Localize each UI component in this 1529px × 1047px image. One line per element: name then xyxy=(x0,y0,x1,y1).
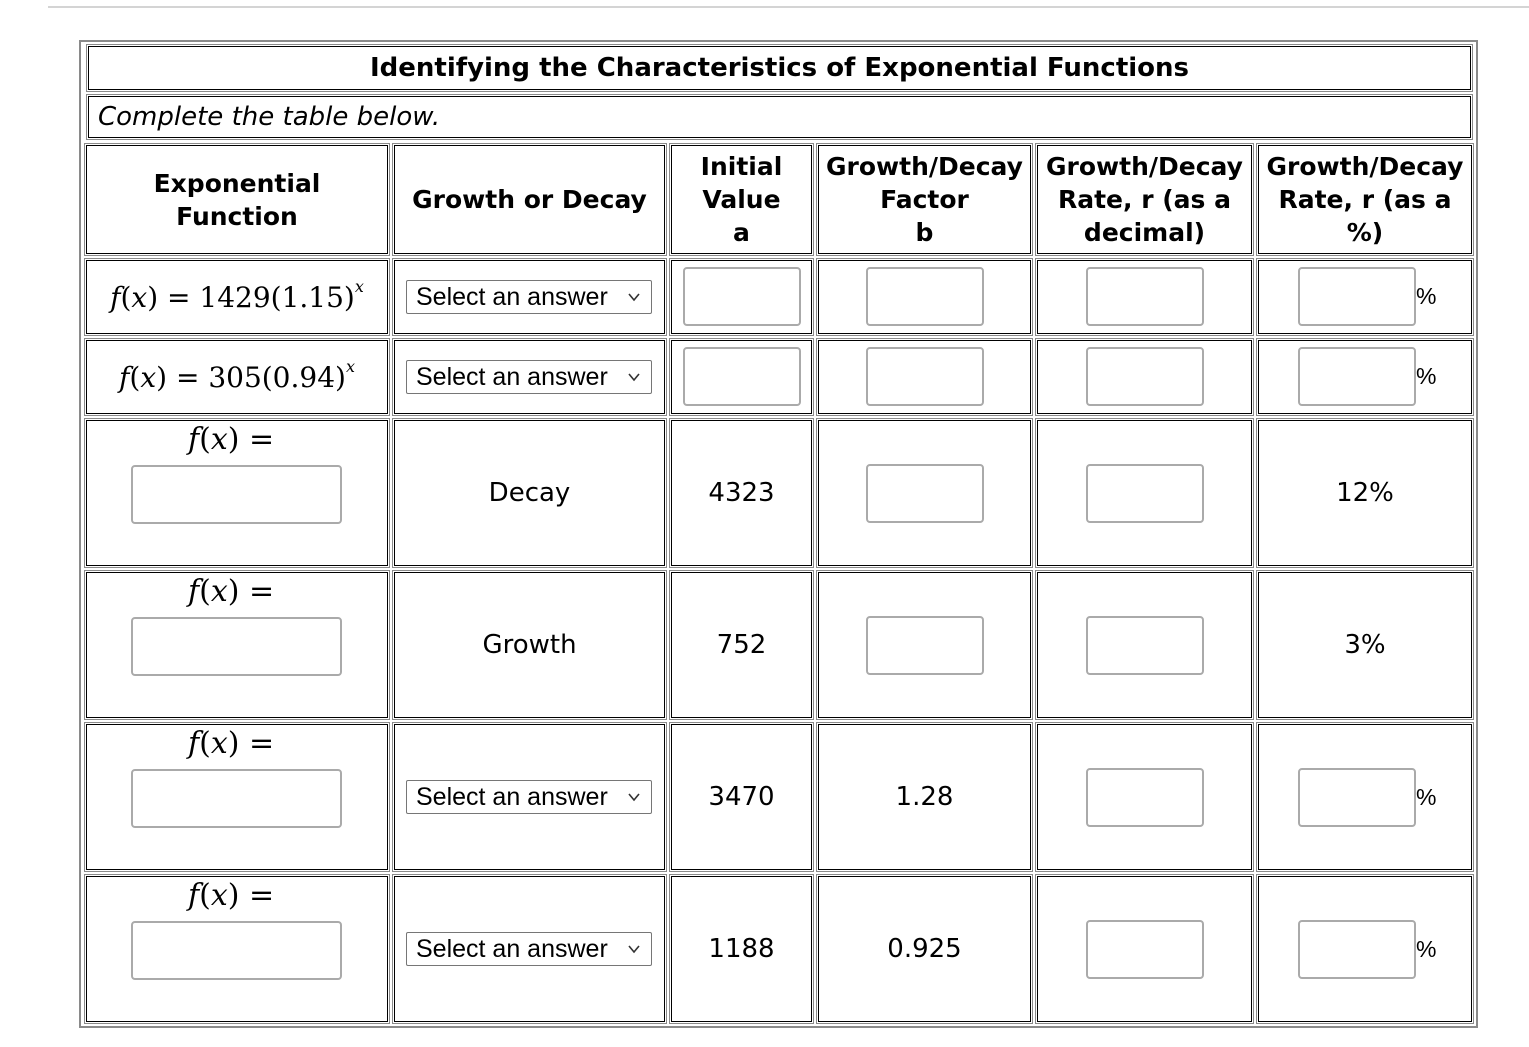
row5-initial-value: 3470 xyxy=(708,782,775,812)
header-factor: Growth/Decay Factor b xyxy=(818,145,1031,254)
row6-percent-sign: % xyxy=(1416,936,1437,962)
row2-growth-select[interactable] xyxy=(406,360,652,394)
row1-percent-sign: % xyxy=(1416,283,1437,309)
row5-fx-label: f(x) = xyxy=(188,726,275,761)
row6-select-label: Select an answer xyxy=(416,934,608,963)
row1-function: $f(x) = 1429(1.15)^x$ xyxy=(110,277,364,314)
row5-percent-sign: % xyxy=(1416,784,1437,810)
chevron-down-icon xyxy=(627,942,641,956)
row3-factor-input[interactable] xyxy=(866,464,984,523)
row6-initial-value: 1188 xyxy=(708,934,775,964)
header-function: Exponential Function xyxy=(86,145,388,254)
row6-growth-select[interactable] xyxy=(406,932,652,966)
row3-rate-decimal-input[interactable] xyxy=(1086,464,1204,523)
row2-percent-sign: % xyxy=(1416,363,1437,389)
row6-rate-decimal-input[interactable] xyxy=(1086,920,1204,979)
row4-initial-cell xyxy=(671,572,812,718)
row5-initial-cell xyxy=(671,724,812,870)
row6-factor-value: 0.925 xyxy=(887,934,962,964)
row1-growth-select[interactable] xyxy=(406,280,652,314)
row2-function-cell xyxy=(86,340,388,414)
row6-initial-cell xyxy=(671,876,812,1022)
row4-factor-input[interactable] xyxy=(866,616,984,675)
row6-factor-cell xyxy=(818,876,1031,1022)
row1-function-cell xyxy=(86,260,388,334)
row5-rate-decimal-input[interactable] xyxy=(1086,768,1204,827)
table-title: Identifying the Characteristics of Exponential Functions xyxy=(88,46,1471,90)
row4-rate-percent-cell xyxy=(1258,572,1472,718)
row5-select-label: Select an answer xyxy=(416,782,608,811)
row1-factor-input[interactable] xyxy=(866,267,984,326)
row1-initial-input[interactable] xyxy=(683,267,801,326)
chevron-down-icon xyxy=(627,290,641,304)
row6-rate-percent-input[interactable] xyxy=(1298,920,1416,979)
top-divider xyxy=(48,6,1529,8)
row3-initial-cell xyxy=(671,420,812,566)
row4-growth-cell xyxy=(394,572,665,718)
row3-initial-value: 4323 xyxy=(708,478,775,508)
row4-fx-label: f(x) = xyxy=(188,574,275,609)
row4-rate-decimal-input[interactable] xyxy=(1086,616,1204,675)
row1-rate-percent-input[interactable] xyxy=(1298,267,1416,326)
chevron-down-icon xyxy=(627,790,641,804)
row5-factor-cell xyxy=(818,724,1031,870)
row3-growth-value: Decay xyxy=(488,478,571,508)
header-rate-percent: Growth/Decay Rate, r (as a %) xyxy=(1258,145,1472,254)
row2-select-label: Select an answer xyxy=(416,362,608,391)
row6-function-input[interactable] xyxy=(131,921,342,980)
row1-rate-decimal-input[interactable] xyxy=(1086,267,1204,326)
row5-function-input[interactable] xyxy=(131,769,342,828)
row2-function: $f(x) = 305(0.94)^x$ xyxy=(119,357,355,394)
header-rate-decimal: Growth/Decay Rate, r (as a decimal) xyxy=(1037,145,1252,254)
row3-function-input[interactable] xyxy=(131,465,342,524)
row2-initial-input[interactable] xyxy=(683,347,801,406)
row4-initial-value: 752 xyxy=(716,630,767,660)
row3-rate-percent-cell xyxy=(1258,420,1472,566)
row6-fx-label: f(x) = xyxy=(188,878,275,913)
row3-rate-percent-value: 12% xyxy=(1336,478,1394,508)
row2-rate-decimal-input[interactable] xyxy=(1086,347,1204,406)
row4-function-input[interactable] xyxy=(131,617,342,676)
header-growth-or-decay: Growth or Decay xyxy=(394,145,665,254)
chevron-down-icon xyxy=(627,370,641,384)
row5-growth-select[interactable] xyxy=(406,780,652,814)
row2-factor-input[interactable] xyxy=(866,347,984,406)
row3-growth-cell xyxy=(394,420,665,566)
row4-growth-value: Growth xyxy=(482,630,577,660)
row2-rate-percent-input[interactable] xyxy=(1298,347,1416,406)
row5-rate-percent-input[interactable] xyxy=(1298,768,1416,827)
row5-factor-value: 1.28 xyxy=(895,782,954,812)
header-initial-value: Initial Value a xyxy=(671,145,812,254)
row4-rate-percent-value: 3% xyxy=(1344,630,1386,660)
row3-fx-label: f(x) = xyxy=(188,422,275,457)
row1-select-label: Select an answer xyxy=(416,282,608,311)
instruction-text: Complete the table below. xyxy=(88,96,1471,138)
